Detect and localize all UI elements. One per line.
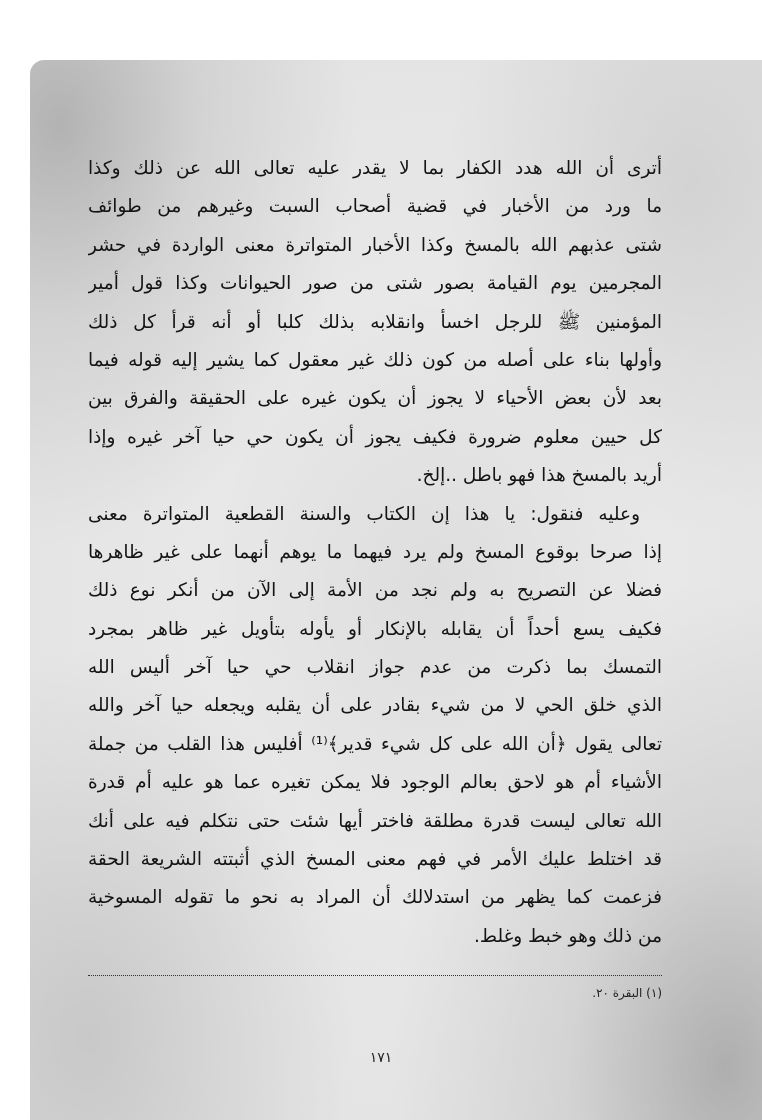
text-line: ما ورد من الأخبار في قضية أصحاب السبت وغيرهم من طوائف bbox=[88, 196, 662, 218]
text-line: كل حيين معلوم ضرورة فكيف يجوز أن يكون حي حيا آخر غيره وإذا bbox=[88, 426, 662, 448]
text-line: المجرمين يوم القيامة بصور شتى من صور الحيوانات وكذا قول أمير bbox=[88, 273, 662, 295]
text-line: تعالى يقول ﴿أن الله على كل شيء قدير﴾⁽¹⁾ أفليس هذا القلب من جملة bbox=[88, 733, 662, 755]
text-line: المؤمنين ﷺ للرجل اخسأ وانقلابه بذلك كلبا أو أنه قرأ كل ذلك bbox=[88, 311, 662, 333]
text-line: من ذلك وهو خبط وغلط. bbox=[474, 925, 662, 947]
text-line: الله تعالى ليست قدرة مطلقة فاختر أيها شئت حتى نتكلم فيه على أنك bbox=[88, 810, 662, 832]
text-line: التمسك بما ذكرت من عدم جواز انقلاب حي حيا آخر أليس الله bbox=[88, 657, 662, 679]
text-line: أترى أن الله هدد الكفار بما لا يقدر عليه تعالى الله عن ذلك وكذا bbox=[88, 158, 662, 179]
text-line: وعليه فنقول: يا هذا إن الكتاب والسنة القطعية المتواترة معنى bbox=[88, 503, 640, 525]
text-line: وأولها بناء على أصله من كون ذلك غير معقول كما يشير إليه قوله فيما bbox=[88, 349, 662, 371]
body-text bbox=[88, 150, 662, 956]
text-line: فضلا عن التصريح به ولم نجد من الأمة إلى الآن من أنكر نوع ذلك bbox=[88, 580, 662, 602]
text-line: قد اختلط عليك الأمر في فهم معنى المسخ الذي أثبتته الشريعة الحقة bbox=[88, 849, 662, 871]
text-line: أريد بالمسخ هذا فهو باطل ..إلخ. bbox=[416, 465, 662, 487]
text-line: فزعمت كما يظهر من استدلالك أن المراد به نحو ما تقوله المسوخية bbox=[88, 887, 662, 909]
text-line: الأشياء أم هو لاحق بعالم الوجود فلا يمكن تغيره عما هو عليه أم قدرة bbox=[88, 772, 662, 794]
text-line: بعد لأن بعض الأحياء لا يجوز أن يكون غيره على الحقيقة والفرق بين bbox=[88, 388, 662, 410]
text-line: فكيف يسع أحداً أن يقابله بالإنكار أو يأوله بتأويل غير ظاهر بمجرد bbox=[88, 618, 662, 640]
page-number: ١٧١ bbox=[369, 1050, 393, 1066]
footnote: (١) البقرة ٢٠. bbox=[592, 986, 662, 1000]
text-line: شتى عذبهم الله بالمسخ وكذا الأخبار المتواترة معنى الواردة في حشر bbox=[88, 234, 662, 256]
text-line: إذا صرحا بوقوع المسخ ولم يرد فيهما ما يوهم أنهما على غير ظاهرها bbox=[88, 541, 662, 563]
text-line: الذي خلق الحي لا من شيء بقادر على أن يقلبه ويجعله حيا آخر والله bbox=[88, 695, 662, 717]
footnote-divider bbox=[88, 975, 662, 976]
